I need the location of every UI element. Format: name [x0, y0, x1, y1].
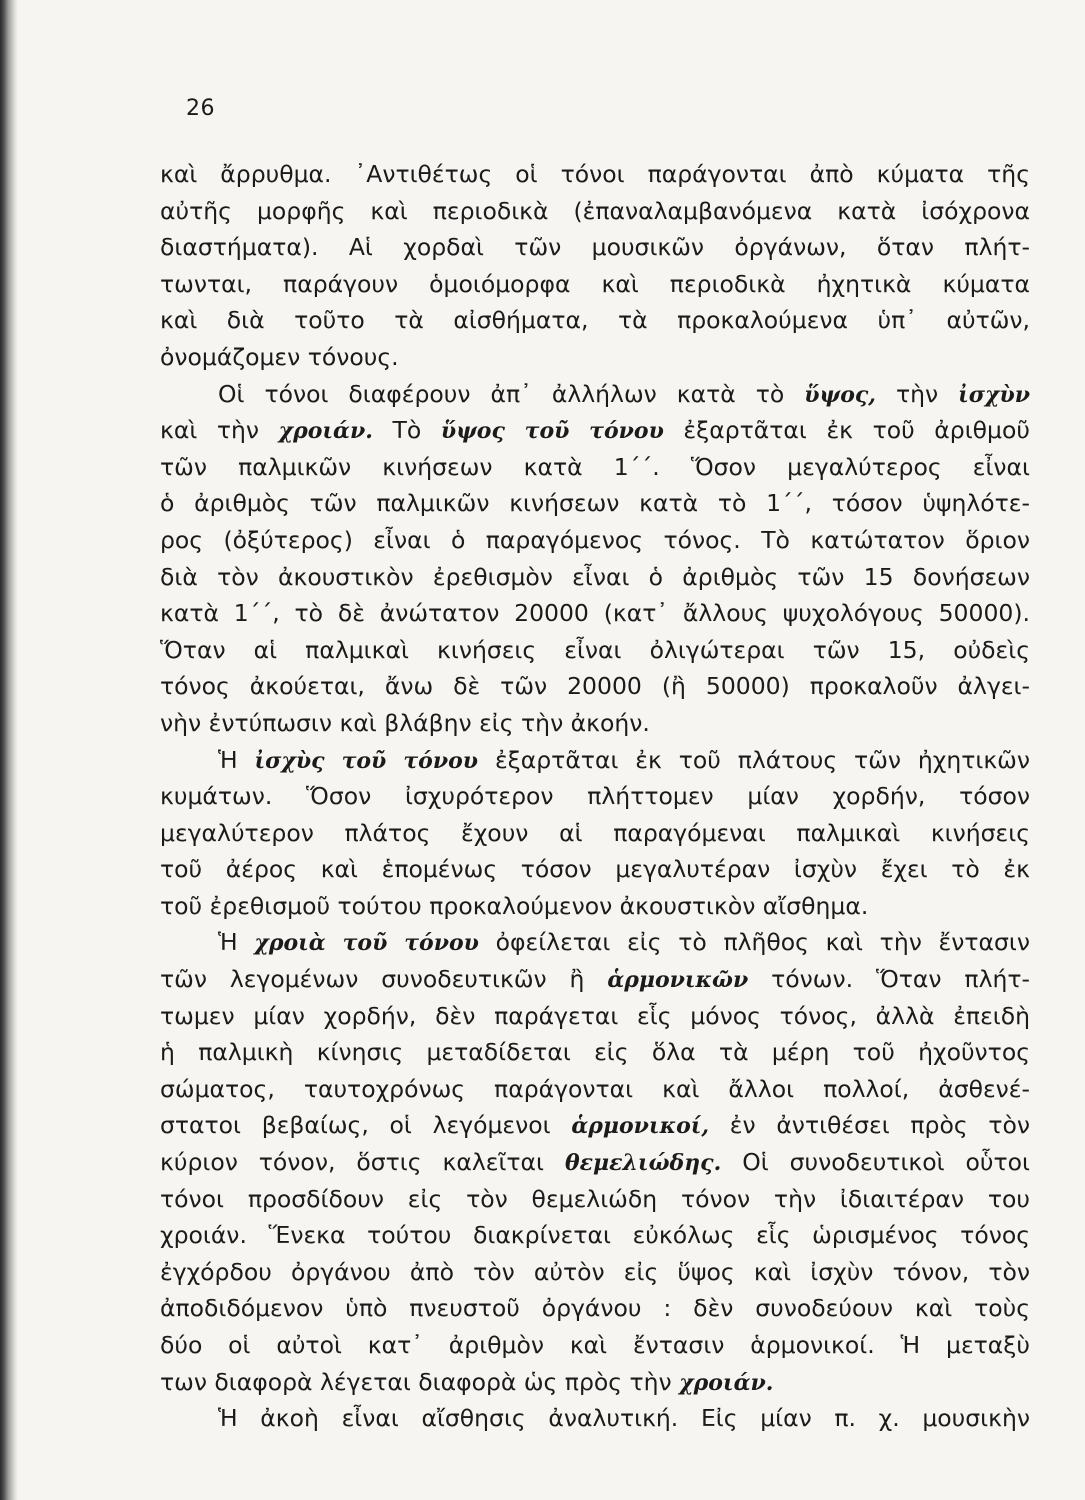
text-segment: κυμάτων. Ὅσον ἰσχυρότερον πλήττομεν μίαν χορδήν, τόσον — [160, 782, 1030, 811]
body-text — [160, 156, 1030, 1437]
text-line — [160, 559, 1030, 596]
text-segment: διαστήματα). Αἱ χορδαὶ τῶν μουσικῶν ὀργάνων, ὅταν πλήτ- — [160, 233, 1030, 262]
text-segment: Οἱ συνοδευτικοὶ οὗτοι — [721, 1148, 1030, 1177]
emphasized-term: ἁρμονικοί, — [571, 1113, 710, 1140]
text-line — [160, 302, 1030, 339]
text-segment: ὀφείλεται εἰς τὸ πλῆθος καὶ τὴν ἔντασιν — [478, 928, 1030, 957]
text-segment: κύριον τόνον, ὅστις καλεῖται — [160, 1148, 565, 1177]
text-segment: αὐτῆς μορφῆς καὶ περιοδικὰ (ἐπαναλαμβανόμενα κατὰ ἰσόχρονα — [160, 196, 1030, 225]
text-line — [160, 1400, 1030, 1437]
emphasized-term: χροιὰ τοῦ τόνου — [254, 930, 479, 957]
text-line — [160, 266, 1030, 303]
text-line — [160, 339, 1030, 376]
emphasized-term: ἰσχὺν — [958, 381, 1031, 408]
text-line — [160, 1181, 1030, 1218]
emphasized-term: χροιάν. — [679, 1369, 774, 1396]
text-segment: σώματος, ταυτοχρόνως παράγονται καὶ ἄλλοι πολλοί, ἀσθενέ- — [160, 1074, 1030, 1103]
emphasized-term: ὕψος, — [804, 381, 876, 408]
text-line — [160, 924, 1030, 961]
text-segment: καὶ διὰ τοῦτο τὰ αἰσθήματα, τὰ προκαλούμενα ὑπ᾿ αὐτῶν, — [160, 306, 1030, 335]
emphasized-term: ὕψος τοῦ τόνου — [440, 418, 664, 445]
text-line — [160, 1327, 1030, 1364]
text-segment: τοῦ ἐρεθισμοῦ τούτου προκαλούμενον ἀκουστικὸν αἴσθημα. — [160, 891, 869, 920]
text-line — [160, 376, 1030, 413]
emphasized-term: ἰσχὺς τοῦ τόνου — [254, 747, 479, 774]
text-line — [160, 1107, 1030, 1144]
text-line — [160, 632, 1030, 669]
text-segment: τωμεν μίαν χορδήν, δὲν παράγεται εἷς μόνος τόνος, ἀλλὰ ἐπειδὴ — [160, 1001, 1030, 1030]
text-segment: στατοι βεβαίως, οἱ λεγόμενοι — [160, 1111, 572, 1140]
text-line — [160, 449, 1030, 486]
text-segment: ὀνομάζομεν τόνους. — [160, 342, 399, 371]
text-line — [160, 742, 1030, 779]
emphasized-term: χροιάν. — [278, 418, 373, 445]
text-line — [160, 1144, 1030, 1181]
text-segment: τοῦ ἀέρος καὶ ἑπομένως τόσον μεγαλυτέραν ἰσχὺν ἔχει τὸ ἐκ — [160, 855, 1030, 884]
text-segment: των διαφορὰ λέγεται διαφορὰ ὡς πρὸς τὴν — [160, 1367, 680, 1396]
text-line — [160, 851, 1030, 888]
text-segment: ἐξαρτᾶται ἐκ τοῦ πλάτους τῶν ἠχητικῶν — [478, 745, 1030, 774]
text-line — [160, 193, 1030, 230]
text-segment: τόνος ἀκούεται, ἄνω δὲ τῶν 20000 (ἢ 50000) προκαλοῦν ἀλγει- — [160, 672, 1030, 701]
text-segment: Ἡ — [218, 928, 255, 957]
text-segment: ἐν ἀντιθέσει πρὸς τὸν — [709, 1111, 1030, 1140]
text-segment: χροιάν. Ἕνεκα τούτου διακρίνεται εὐκόλως εἷς ὡρισμένος τόνος — [160, 1221, 1030, 1250]
text-line — [160, 815, 1030, 852]
text-segment: Ὅταν αἱ παλμικαὶ κινήσεις εἶναι ὀλιγώτεραι τῶν 15, οὐδεὶς — [160, 635, 1030, 664]
text-line — [160, 778, 1030, 815]
text-line — [160, 998, 1030, 1035]
text-line — [160, 1034, 1030, 1071]
text-segment: ἐγχόρδου ὀργάνου ἀπὸ τὸν αὐτὸν εἰς ὕψος καὶ ἰσχὺν τόνον, τὸν — [160, 1257, 1030, 1286]
text-line — [160, 1290, 1030, 1327]
emphasized-term: θεμελιώδης. — [564, 1150, 722, 1177]
text-segment: κατὰ 1΄΄, τὸ δὲ ἀνώτατον 20000 (κατ᾿ ἄλλους ψυχολόγους 50000). — [160, 599, 1030, 628]
text-segment: ὁ ἀριθμὸς τῶν παλμικῶν κινήσεων κατὰ τὸ 1΄΄, τόσον ὑψηλότε- — [160, 489, 1030, 518]
text-segment: τωνται, παράγουν ὁμοιόμορφα καὶ περιοδικὰ ἠχητικὰ κύματα — [160, 269, 1030, 298]
text-line — [160, 595, 1030, 632]
text-segment: καὶ τὴν — [160, 416, 279, 445]
text-segment: καὶ ἄρρυθμα. ᾿Αντιθέτως οἱ τόνοι παράγονται ἀπὸ κύματα τῆς — [160, 160, 1030, 188]
text-segment: ἀποδιδόμενον ὑπὸ πνευστοῦ ὀργάνου : δὲν συνοδεύουν καὶ τοὺς — [160, 1294, 1030, 1323]
text-segment: διὰ τὸν ἀκουστικὸν ἐρεθισμὸν εἶναι ὁ ἀριθμὸς τῶν 15 δονήσεων — [160, 562, 1030, 591]
text-line — [160, 961, 1030, 998]
text-line — [160, 1071, 1030, 1108]
text-line — [160, 485, 1030, 522]
text-line — [160, 668, 1030, 705]
text-segment: νὴν ἐντύπωσιν καὶ βλάβην εἰς τὴν ἀκοήν. — [160, 708, 650, 737]
text-segment: τόνοι προσδίδουν εἰς τὸν θεμελιώδη τόνον τὴν ἰδιαιτέραν του — [160, 1184, 1030, 1213]
text-segment: τὴν — [875, 379, 959, 408]
text-line — [160, 522, 1030, 559]
text-segment: μεγαλύτερον πλάτος ἔχουν αἱ παραγόμεναι παλμικαὶ κινήσεις — [160, 818, 1030, 847]
text-segment: τόνων. Ὅταν πλήτ- — [748, 965, 1030, 994]
text-line — [160, 1254, 1030, 1291]
text-line — [160, 705, 1030, 742]
text-segment: Ἡ ἀκοὴ εἶναι αἴσθησις ἀναλυτική. Εἰς μίαν π. χ. μουσικὴν — [218, 1404, 1030, 1433]
text-line — [160, 1217, 1030, 1254]
text-segment: τῶν παλμικῶν κινήσεων κατὰ 1΄΄. Ὅσον μεγαλύτερος εἶναι — [160, 452, 1030, 481]
text-segment: ἡ παλμικὴ κίνησις μεταδίδεται εἰς ὅλα τὰ μέρη τοῦ ἠχοῦντος — [160, 1038, 1030, 1067]
text-segment: Οἱ τόνοι διαφέρουν ἀπ᾿ ἀλλήλων κατὰ τὸ — [218, 379, 805, 408]
text-segment: ρος (ὀξύτερος) εἶναι ὁ παραγόμενος τόνος. Τὸ κατώτατον ὅριον — [160, 525, 1030, 554]
text-line — [160, 229, 1030, 266]
text-line — [160, 412, 1030, 449]
binding-shadow — [0, 0, 18, 1500]
text-segment: ἐξαρτᾶται ἐκ τοῦ ἀριθμοῦ — [663, 416, 1030, 445]
text-segment: δύο οἱ αὐτοὶ κατ᾿ ἀριθμὸν καὶ ἔντασιν ἁρμονικοί. Ἡ μεταξὺ — [160, 1331, 1030, 1359]
text-line — [160, 156, 1030, 193]
text-segment: Ἡ — [218, 745, 255, 774]
text-segment: Τὸ — [372, 416, 441, 445]
text-line — [160, 1364, 1030, 1401]
page-number: 26 — [186, 96, 215, 121]
text-segment: τῶν λεγομένων συνοδευτικῶν ἢ — [160, 965, 608, 994]
text-line — [160, 888, 1030, 925]
emphasized-term: ἁρμονικῶν — [607, 967, 749, 994]
